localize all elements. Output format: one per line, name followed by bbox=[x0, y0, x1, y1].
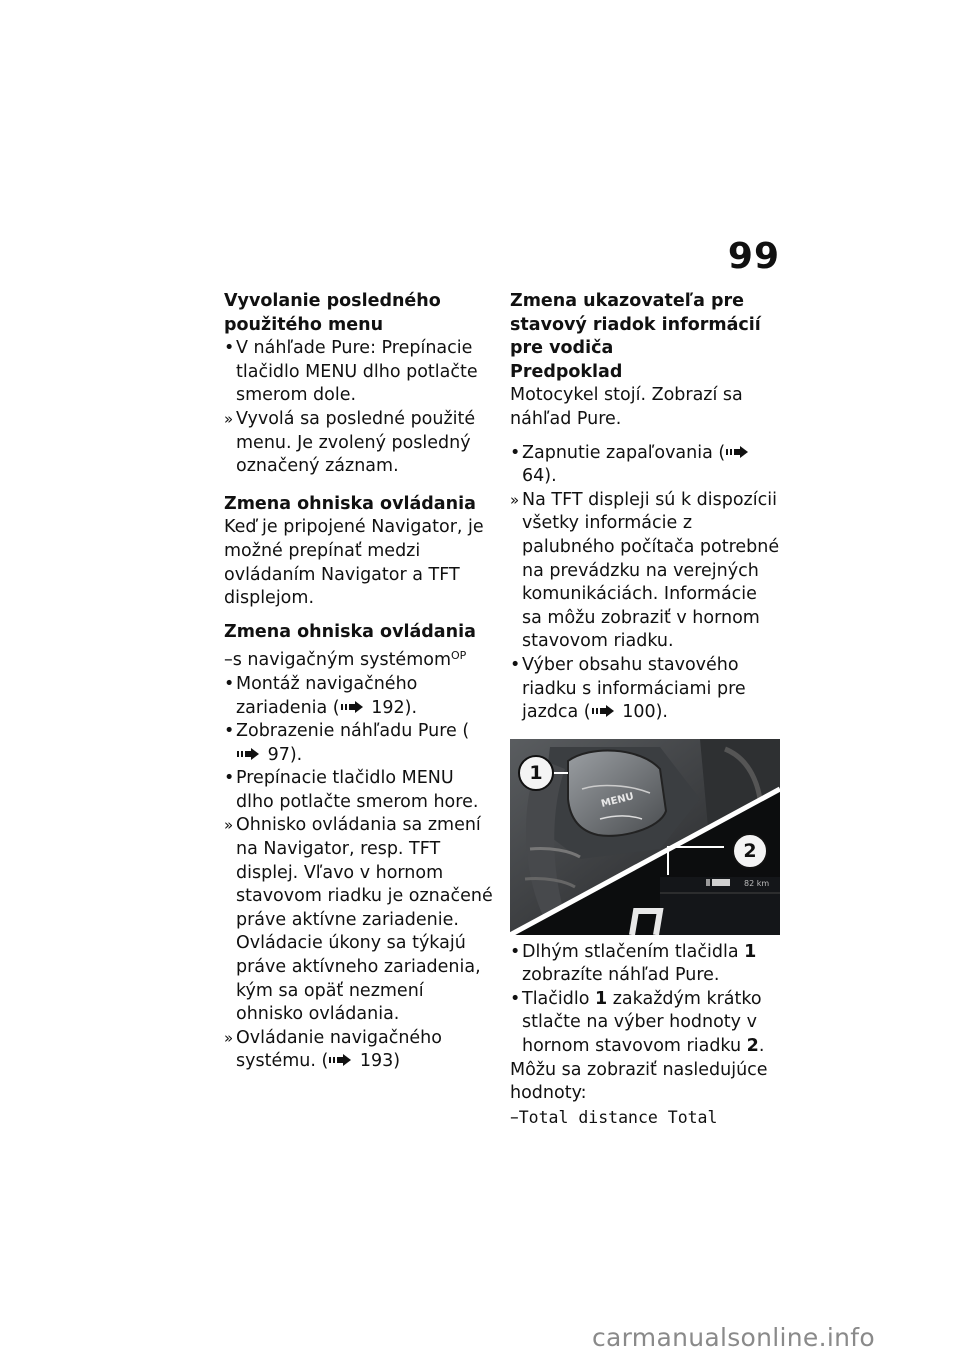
step-text: Výber obsahu stavového riadku s informáciami pre jazdca ( bbox=[522, 654, 746, 723]
list-item-result: » Vyvolá sa posledné použité menu. Je zvolený posledný označený záznam. bbox=[224, 408, 494, 479]
list-item bbox=[510, 654, 782, 725]
recall-menu-steps bbox=[224, 337, 494, 479]
button-steps bbox=[510, 941, 782, 1059]
left-column bbox=[224, 290, 494, 1084]
focus-text: Keď je pripojené Navigator, je možné prepínať medzi ovládaním Navigator a TFT displejom. bbox=[224, 517, 484, 609]
page-ref: 64). bbox=[522, 466, 557, 487]
display-km-readout: 82 km bbox=[744, 878, 770, 888]
values-list bbox=[510, 1106, 782, 1131]
menu-button-figure bbox=[510, 739, 780, 935]
step-text: . bbox=[758, 1036, 765, 1057]
step-text: Ovládanie navigačného systému. ( bbox=[236, 1027, 442, 1072]
focus-nav-subtitle bbox=[224, 644, 494, 673]
list-item bbox=[224, 720, 494, 767]
dash: – bbox=[510, 1107, 519, 1128]
value-name: Total distance Total bbox=[518, 1107, 718, 1127]
section-title-focus: Zmena ohniska ovládania bbox=[224, 493, 476, 514]
list-item bbox=[510, 941, 782, 988]
subtitle-text: –s navigačným systémom bbox=[224, 650, 451, 671]
page-reference-arrow-icon bbox=[340, 700, 366, 714]
page-number: 99 bbox=[727, 236, 780, 277]
option-superscript: OP bbox=[451, 649, 467, 663]
step-text: zobrazíte náhľad Pure. bbox=[522, 965, 720, 986]
section-title-focus-nav: Zmena ohniska ovládania bbox=[224, 621, 476, 642]
list-item-result: » Ohnisko ovládania sa zmení na Navigator, resp. TFT displej. Vľavo v hornom stavovom riadku je označené práve aktívne zariadenie. Ovládacie úkony sa týkajú práve aktívneho zariadenia, kým sa opäť nezmení ohnisko ovládania. bbox=[224, 814, 494, 1026]
page-ref: 193) bbox=[359, 1051, 401, 1072]
step-text: Montáž navigačného zariadenia ( bbox=[236, 673, 418, 718]
prerequisite-text: Motocykel stojí. Zobrazí sa náhľad Pure. bbox=[510, 385, 743, 429]
page-reference-arrow-icon bbox=[591, 704, 617, 718]
page-reference-arrow-icon bbox=[725, 445, 751, 459]
prerequisite-title: Predpoklad bbox=[510, 361, 623, 382]
callout-1: 1 bbox=[518, 755, 554, 791]
page-ref: 97). bbox=[267, 744, 303, 765]
list-item-result: » Na TFT displeji sú k dispozícii všetky informácie z palubného počítača potrebné na prevádzku na verejných komunikáciách. Informácie sa môžu zobraziť v hornom stavovom riadku. bbox=[510, 489, 782, 654]
button-ref-number: 1 bbox=[744, 941, 757, 962]
status-line-steps bbox=[510, 442, 782, 725]
step-text: Zapnutie zapaľovania ( bbox=[522, 442, 726, 463]
page-ref: 192). bbox=[371, 697, 418, 718]
section-title-recall-menu: Vyvolanie posledného použitého menu bbox=[224, 291, 441, 335]
page-reference-arrow-icon bbox=[236, 747, 262, 761]
step-text: Zobrazenie náhľadu Pure ( bbox=[236, 721, 470, 742]
step-text: Dlhým stlačením tlačidla bbox=[522, 941, 745, 962]
section-title-status-line: Zmena ukazovateľa pre stavový riadok informácií pre vodiča bbox=[510, 291, 761, 359]
list-item bbox=[224, 673, 494, 720]
menu-button-label: MENU bbox=[600, 790, 636, 810]
button-ref-number: 1 bbox=[595, 988, 608, 1009]
page-reference-arrow-icon bbox=[328, 1053, 354, 1067]
values-intro: Môžu sa zobraziť nasledujúce hodnoty: bbox=[510, 1059, 768, 1104]
page-ref: 100). bbox=[622, 702, 668, 723]
list-item: • Prepínacie tlačidlo MENU dlho potlačte smerom hore. bbox=[224, 767, 494, 814]
callout-2: 2 bbox=[732, 833, 768, 869]
list-item bbox=[510, 442, 782, 489]
list-item: • V náhľade Pure: Prepínacie tlačidlo MENU dlho potlačte smerom dole. bbox=[224, 337, 494, 408]
list-item-result bbox=[224, 1027, 494, 1074]
step-text: zakaždým krátko stlačte na výber hodnoty v hornom stavovom riadku bbox=[522, 988, 762, 1057]
right-column bbox=[510, 290, 782, 1130]
step-text: Tlačidlo bbox=[522, 988, 595, 1009]
focus-nav-steps bbox=[224, 673, 494, 1074]
list-item bbox=[510, 988, 782, 1059]
watermark: carmanualsonline.info bbox=[592, 1323, 875, 1352]
status-line-ref-number: 2 bbox=[746, 1036, 759, 1057]
